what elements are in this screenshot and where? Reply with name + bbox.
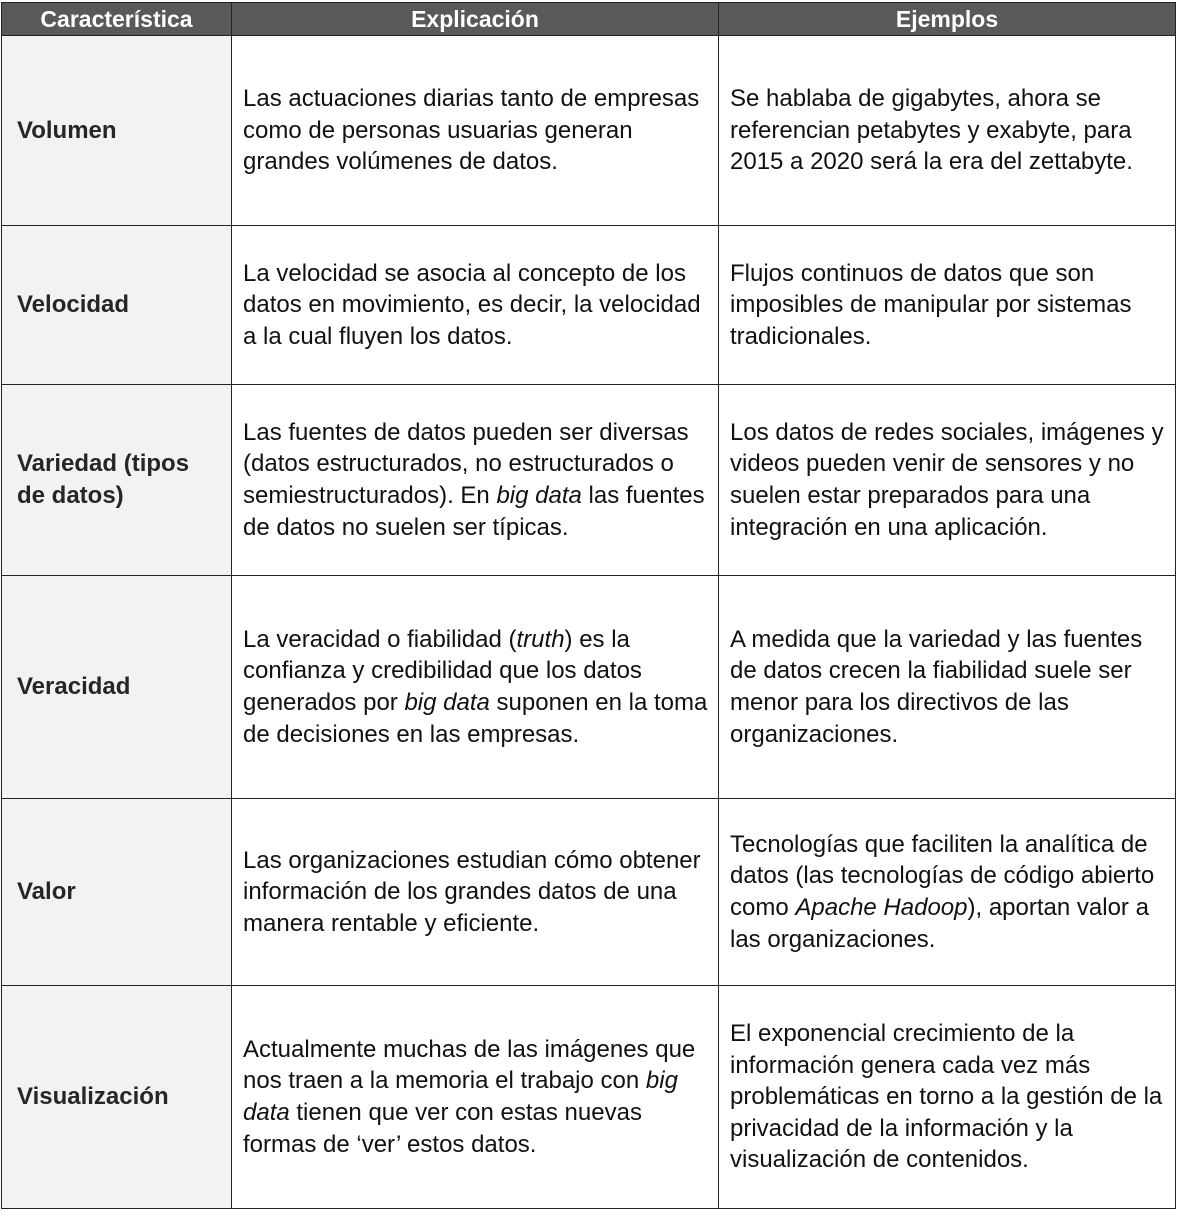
italic-text: truth: [516, 625, 565, 653]
table-row: [2, 226, 1176, 385]
text: Las actuaciones diarias tanto de empresas como de personas usuarias generan grandes volúmenes de datos.: [243, 85, 700, 176]
characteristic-cell: Variedad (tipos de datos): [2, 385, 232, 576]
example-cell: [719, 226, 1176, 385]
italic-text: big data: [404, 689, 490, 716]
explanation-cell: [232, 36, 719, 226]
characteristic-cell: Veracidad: [2, 576, 232, 799]
italic-text: Apache Hadoop: [795, 894, 968, 921]
text: Se hablaba de gigabytes, ahora se referencian petabytes y exabyte, para 2015 a 2020 será la era del zettabyte.: [730, 85, 1133, 176]
example-cell: [719, 986, 1176, 1209]
characteristic-cell: Velocidad: [2, 226, 232, 385]
characteristic-cell: Visualización: [2, 986, 232, 1209]
text: Tecnologías que faciliten la analítica de datos (las tecnologías de código abierto como: [730, 830, 1155, 921]
text: Actualmente muchas de las imágenes que nos traen a la memoria el trabajo con: [243, 1035, 696, 1095]
header-caracteristica: Característica: [2, 3, 232, 36]
text: A medida que la variedad y las fuentes de datos crecen la fiabilidad suele ser menor para los directivos de las organizaciones.: [730, 625, 1143, 748]
table-row: [2, 799, 1176, 986]
explanation-cell: [232, 576, 719, 799]
text: suponen en la toma de decisiones en las empresas.: [243, 689, 708, 748]
header-ejemplos: Ejemplos: [719, 3, 1176, 36]
text: La velocidad se asocia al concepto de los datos en movimiento, es decir, la velocidad a la cual fluyen los datos.: [243, 259, 701, 350]
table-row: [2, 385, 1176, 576]
example-cell: [719, 799, 1176, 986]
example-cell: [719, 36, 1176, 226]
table-row: [2, 986, 1176, 1209]
explanation-cell: [232, 799, 719, 986]
explanation-cell: [232, 226, 719, 385]
text: La veracidad o fiabilidad (: [243, 625, 517, 653]
text: ) es la confianza y credibilidad que los datos generados por: [243, 625, 642, 716]
example-cell: [719, 576, 1176, 799]
table-row: [2, 576, 1176, 799]
italic-text: big data: [496, 482, 582, 509]
text: Los datos de redes sociales, imágenes y videos pueden venir de sensores y no suelen estar preparados para una integración en una aplicación.: [730, 418, 1164, 541]
characteristic-cell: Valor: [2, 799, 232, 986]
big-data-characteristics-table: [1, 2, 1176, 1209]
text: Flujos continuos de datos que son imposibles de manipular por sistemas tradicionales.: [730, 259, 1132, 350]
italic-text: big data: [243, 1067, 678, 1126]
explanation-cell: [232, 986, 719, 1209]
characteristic-cell: Volumen: [2, 36, 232, 226]
text: El exponencial crecimiento de la información genera cada vez más problemáticas en torno a la gestión de la privacidad de la información y la visualización de contenidos.: [730, 1020, 1163, 1174]
text: tienen que ver con estas nuevas formas de ‘ver’ estos datos.: [243, 1099, 642, 1158]
header-row: [2, 3, 1176, 36]
text: Las organizaciones estudian cómo obtener información de los grandes datos de una manera rentable y eficiente.: [243, 846, 701, 937]
explanation-cell: [232, 385, 719, 576]
text: las fuentes de datos no suelen ser típicas.: [243, 482, 705, 541]
table-row: [2, 36, 1176, 226]
text: Las fuentes de datos pueden ser diversas (datos estructurados, no estructurados o semiestructurados). En: [243, 418, 689, 509]
text: ), aportan valor a las organizaciones.: [730, 894, 1149, 953]
header-explicacion: Explicación: [232, 3, 719, 36]
example-cell: [719, 385, 1176, 576]
